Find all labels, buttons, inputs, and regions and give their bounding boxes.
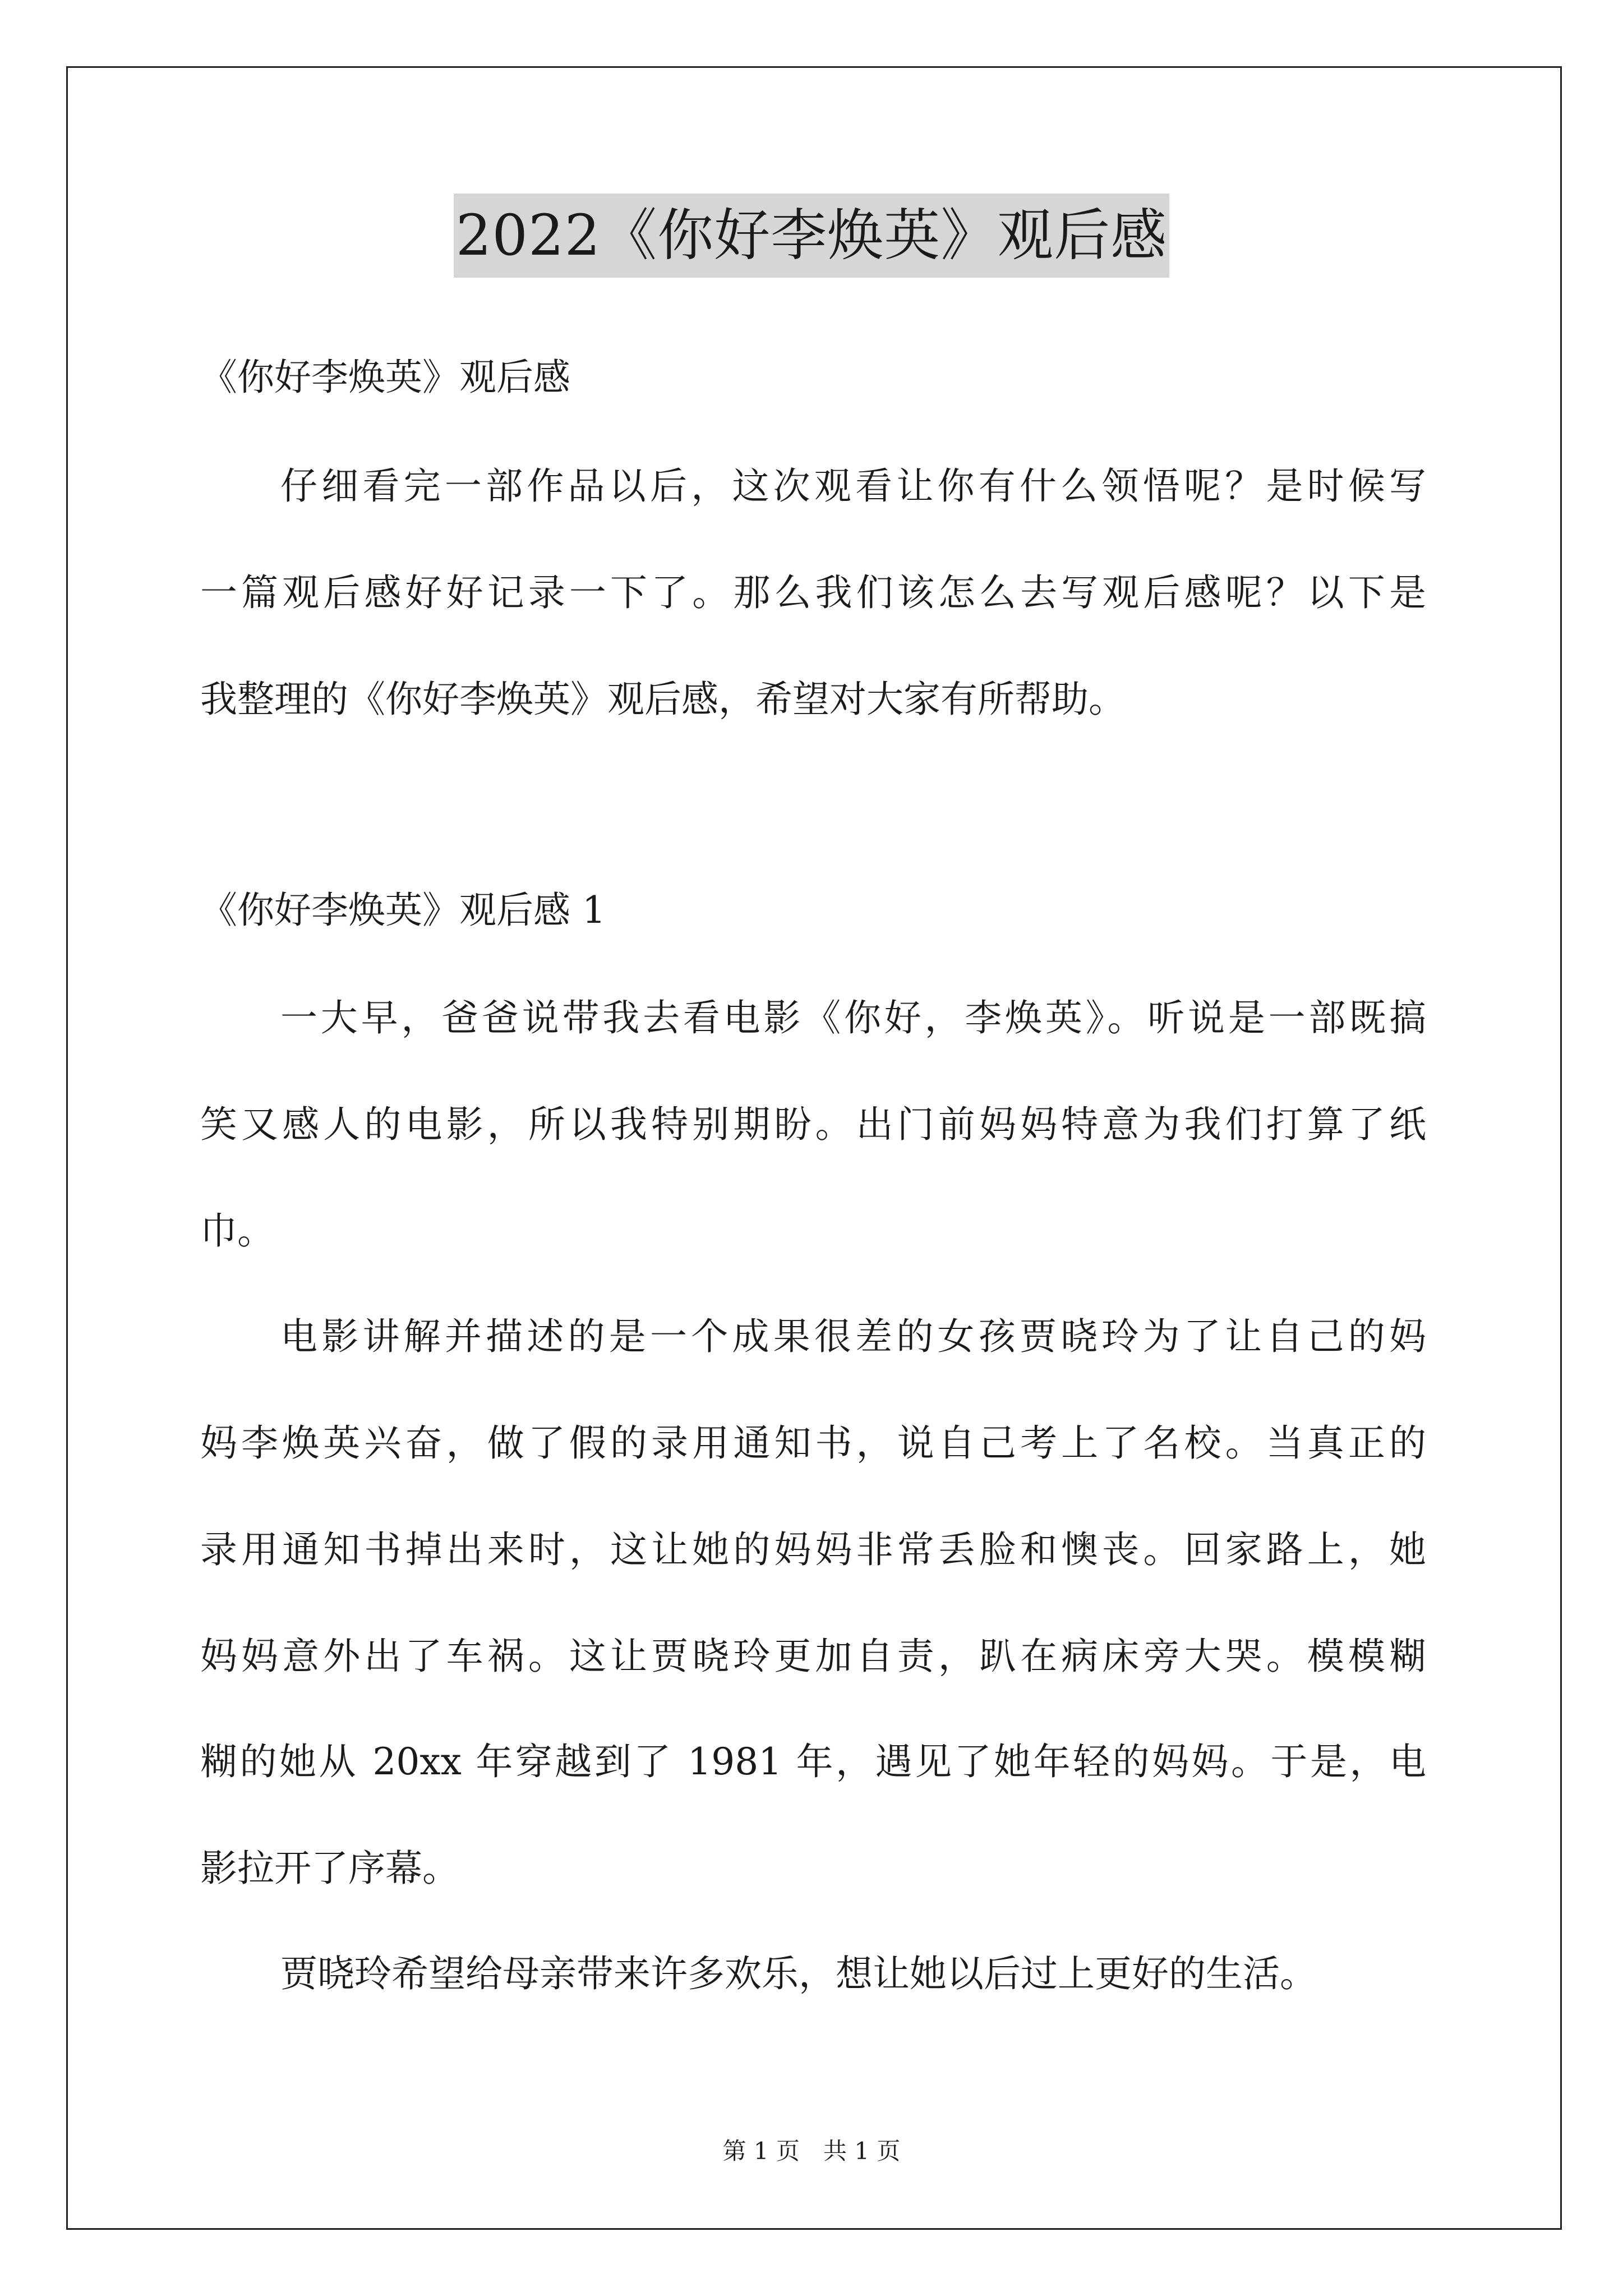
intro-line-1: 仔细看完一部作品以后，这次观看让你有什么领悟呢？是时候写 (280, 464, 1426, 508)
para2-line-6: 影拉开了序幕。 (200, 1847, 459, 1890)
intro-line-3: 我整理的《你好李焕英》观后感，希望对大家有所帮助。 (200, 678, 1126, 721)
page-footer: 第 1 页 共 1 页 (722, 2137, 901, 2165)
para2-line-3: 录用通知书掉出来时，这让她的妈妈非常丢脸和懊丧。回家路上，她 (200, 1528, 1426, 1571)
para2-line-2: 妈李焕英兴奋，做了假的录用通知书，说自己考上了名校。当真正的 (200, 1421, 1426, 1465)
intro-line-2: 一篇观后感好好记录一下了。那么我们该怎么去写观后感呢？以下是 (200, 571, 1426, 614)
para1-line-2: 笑又感人的电影，所以我特别期盼。出门前妈妈特意为我们打算了纸 (200, 1103, 1426, 1146)
section-heading: 《你好李焕英》观后感 1 (200, 889, 606, 932)
para3-line-1: 贾晓玲希望给母亲带来许多欢乐，想让她以后过上更好的生活。 (280, 1952, 1317, 1995)
document-title: 2022《你好李焕英》观后感 (454, 194, 1170, 278)
intro-heading: 《你好李焕英》观后感 (200, 356, 570, 399)
para2-line-1: 电影讲解并描述的是一个成果很差的女孩贾晓玲为了让自己的妈 (280, 1315, 1426, 1358)
para1-line-3: 巾。 (200, 1209, 274, 1253)
title-container (0, 194, 1623, 278)
para2-line-4: 妈妈意外出了车祸。这让贾晓玲更加自责，趴在病床旁大哭。模模糊 (200, 1635, 1426, 1678)
para2-line-5: 糊的她从 20xx 年穿越到了 1981 年，遇见了她年轻的妈妈。于是，电 (200, 1740, 1426, 1783)
para1-line-1: 一大早，爸爸说带我去看电影《你好，李焕英》。听说是一部既搞 (280, 996, 1426, 1039)
